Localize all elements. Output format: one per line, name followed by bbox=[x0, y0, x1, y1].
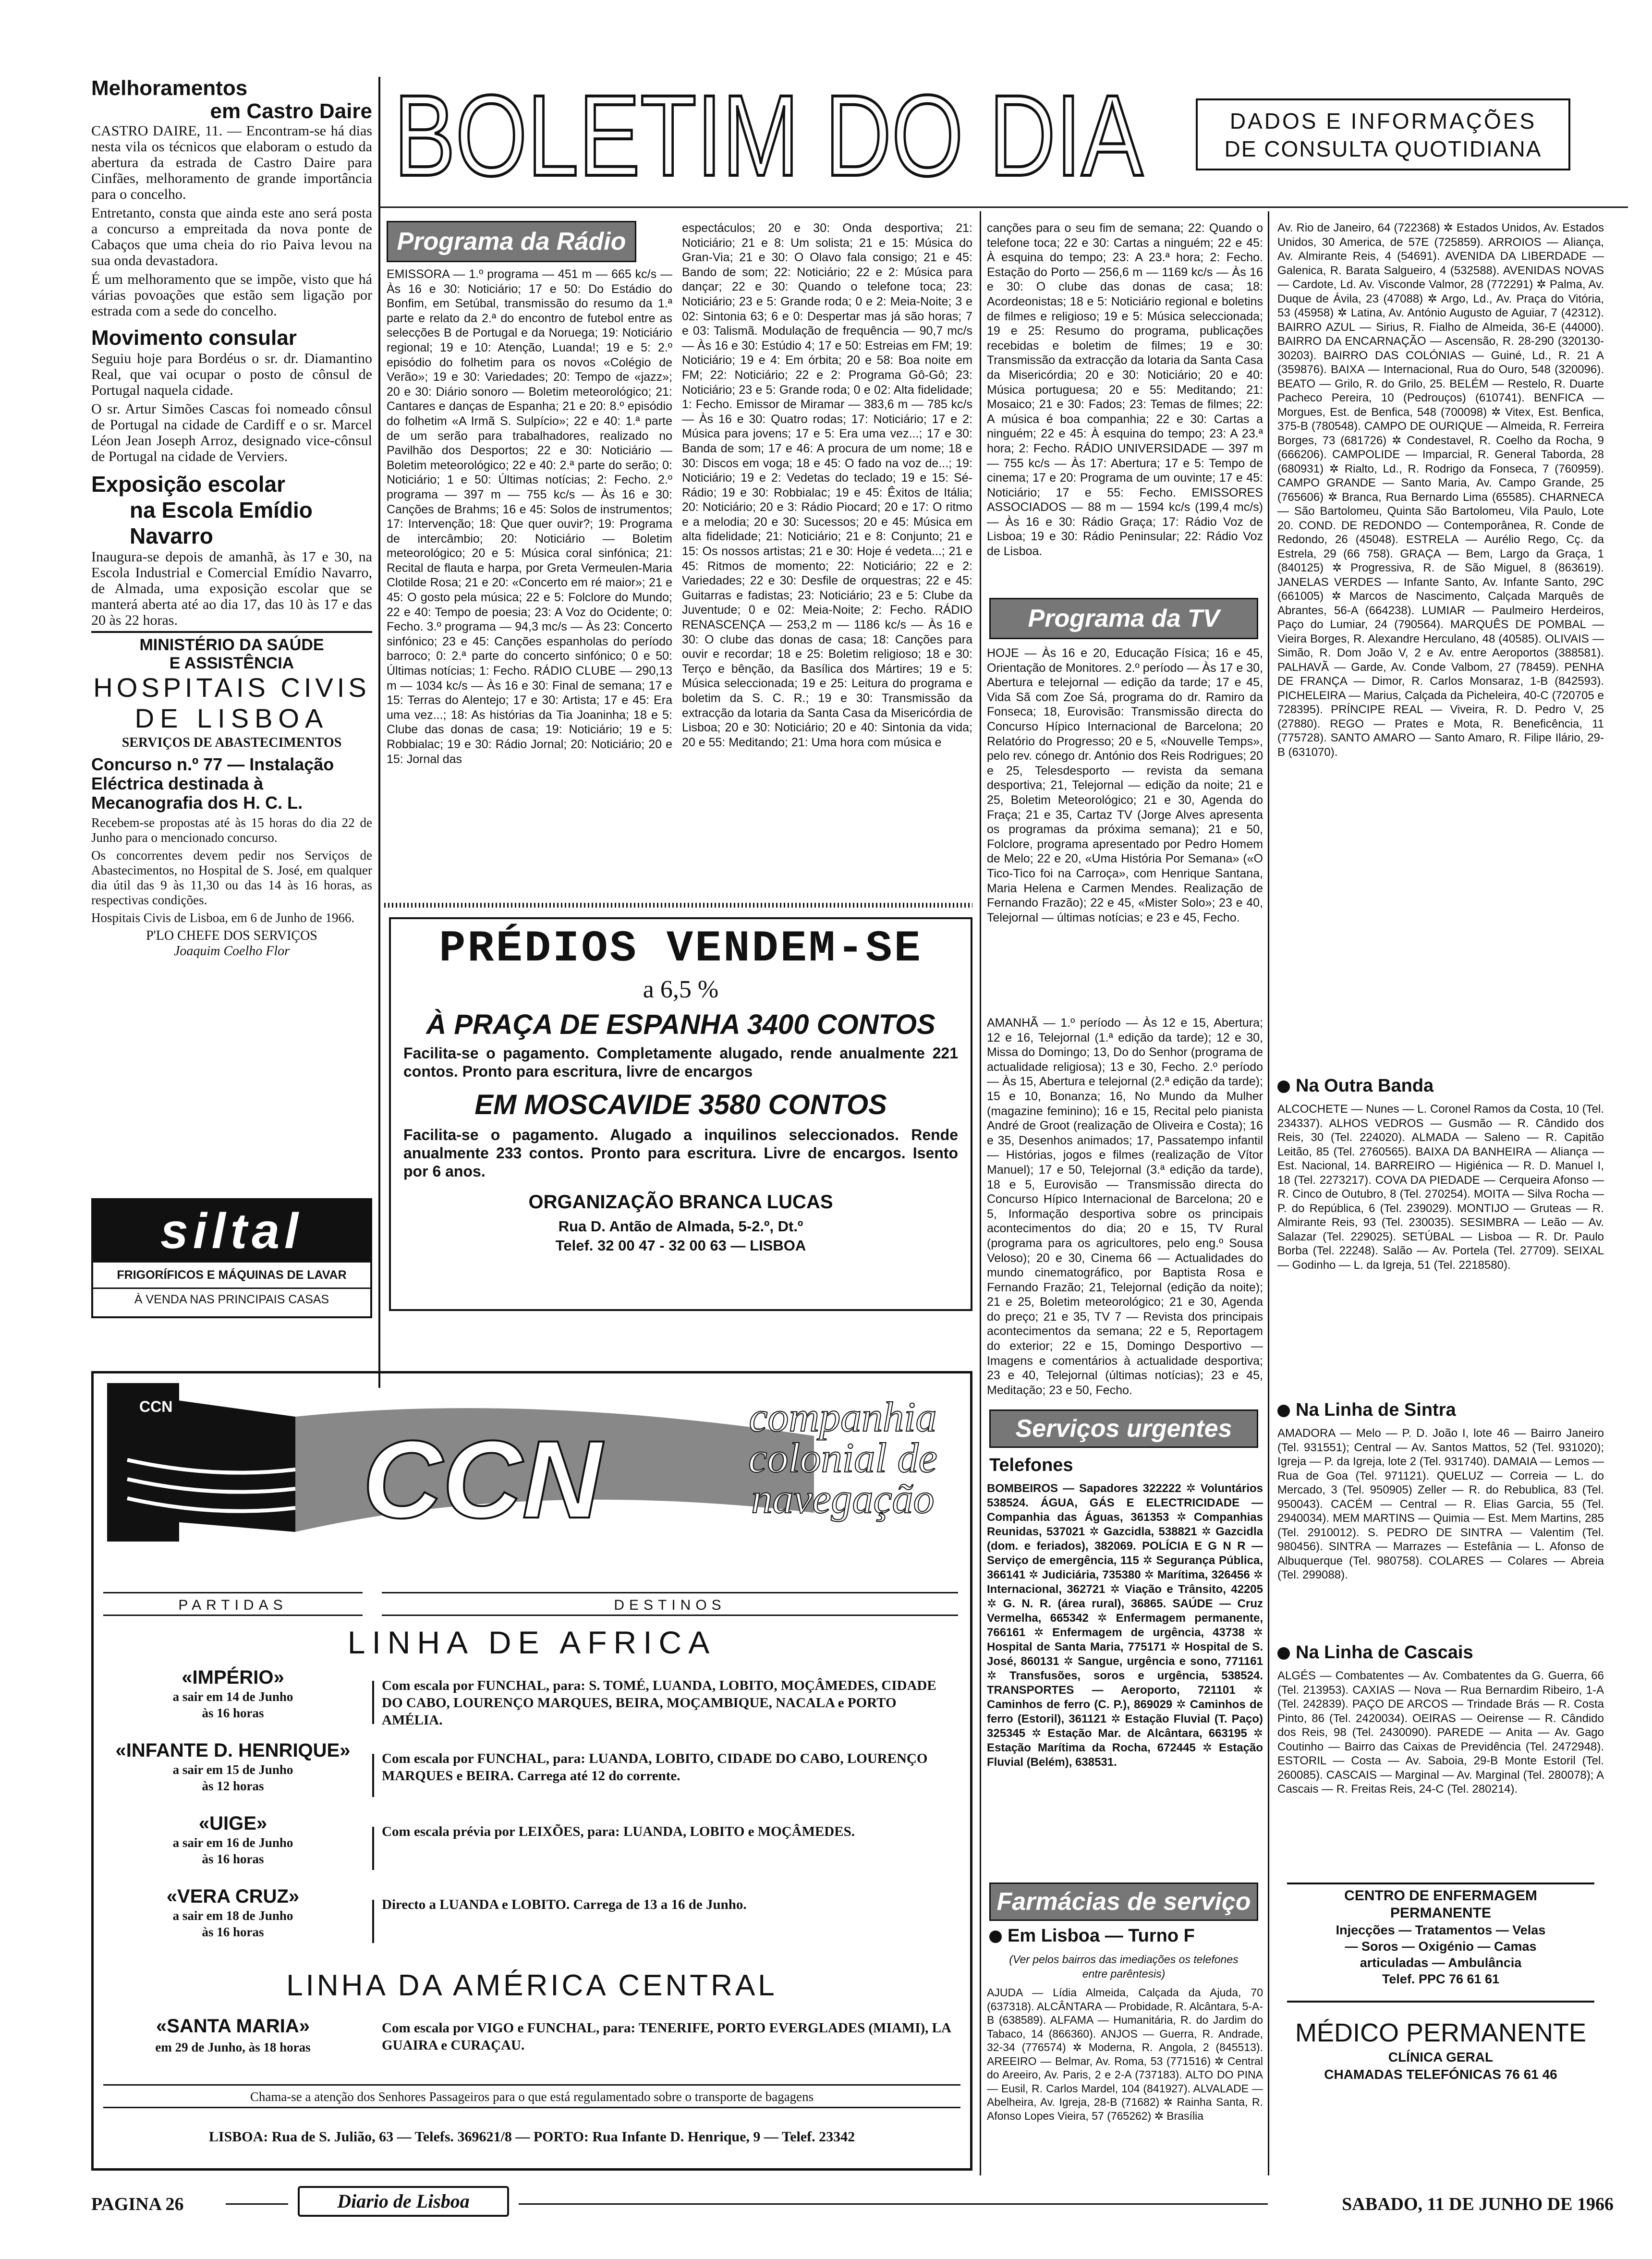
radio-banner: Programa da Rádio bbox=[387, 221, 636, 262]
pharmacies-list: Av. Rio de Janeiro, 64 (722368) ✲ Estados Unidos, Av. Estados Unidos, 30 America, de 57E (725859). ARROIOS — Aliança, Av. Almirante Reis, 4 (54691). AVENIDA DA LIBERDADE — Galenica, R. Barata Salgueiro, 4 (532588). AVENIDAS NOVAS — Cardote, Ld. Av. Visconde Valmor, 28 (772291) ✲ Palma, Av. Duque de Ávila, 23 (47088) ✲ Argo, Ld., Av. Praça do Vitória, 53 (45958) ✲ Latina, Av. António Augusto de Aguiar, 7 (42312). BAIRRO AZUL — Sirius, R. Fialho de Almeida, 36-E (44000). BAIRRO DA ENCARNAÇÃO — Ascensão, R. 28-290 (320130-30203). BAIRRO DAS COLÓNIAS — Guiné, Ld., R. 21 A (359876). BAIXA — Internacional, Rua do Ouro, 548 (320096). BEATO — Grilo, R. do Grilo, 25. BELÉM — Restelo, R. Duarte Pacheco Pereira, 10 (Pedrouços) (610741). BENFICA — Morgues, Est. de Benfica, 548 (700098) ✲ Vitex, Est. Benfica, 375-B (780548). CAMPO DE OURIQUE — Almeida, R. Ferreira Borges, 73 (681726) ✲ Condestavel, R. Coelho da Rocha, 9 (666206). CAMPOLIDE — Imparcial, R. General Taborda, 28 (680931) ✲ Rialto, Ld., R. Rodrigo da Fonseca, 7 (760959). CAMPO GRANDE — Santo Maria, Av. Campo Grande, 25 (765606) ✲ Branca, Rua Bernardo Lima (65585). CHARNECA — São Bartolomeu, Quinta São Bartolomeu, Vila Paulo, Lote 20. COND. DE REDONDO — Contemporânea, R. Conde de Redondo, 26 (45048). ESTRELA — Aurélio Rego, Cç. da Estrela, 29 (66 758). GRAÇA — Bem, Largo da Graça, 1 (840125) ✲ Progressiva, R. de São Miguel, 8 (863619). JANELAS VERDES — Infante Santo, Av. Infante Santo, 29C (661005) ✲ Marcos de Nascimento, Calçada Marquês de Abrantes, 56-A (664238). LUMIAR — Paulmeiro Herdeiros, Paço do Lumiar, 24 (790564). MARQUÊS DE POMBAL — Vieira Borges, R. Alexandre Herculano, 48 (40585). OLIVAIS — Simão, R. Dom João V, 2 e Av. entre Aeroportos (388581). PALHAVÃ — Garde, Av. Conde Valbom, 27 (78459). PENHA DE FRANÇA — Dimor, R. Carlos Monsaraz, 1-B (842593). PICHELEIRA — Marius, Calçada da Picheleira, 40-C (720705 e 728395). PRÍNCIPE REAL — Viveira, R. D. Pedro V, 25 (27880). REGO — Prates e Mota, R. Beneficência, 11 (775728). SANTO AMARO — Santo Amaro, R. Filipe Ilário, 29-B (631070). bbox=[1277, 221, 1604, 759]
article-paragraph: CASTRO DAIRE, 11. — Encontram-se há dias nesta vila os técnicos que elaboram o estudo da abertura da estrada de Castro Daire para Cinfães, melhoramento de grande importância para o concelho. bbox=[91, 123, 372, 202]
article-paragraph: Entretanto, consta que ainda este ano será posta a concurso a empreitada da nova ponte de Cabaços que uma cheia do rio Paiva levou na sua onda devastadora. bbox=[91, 205, 372, 268]
article-paragraph: Inaugura-se depois de amanhã, às 17 e 30, na Escola Industrial e Comercial Emídio Navarro, de Almada, uma exposição escolar que se manterá aberta até ao dia 17, das 10 às 17 e das 20 às 22 horas. bbox=[91, 549, 372, 628]
siltal-logo: siltal bbox=[93, 1200, 370, 1263]
cascais-heading-text: Na Linha de Cascais bbox=[1296, 1642, 1473, 1663]
bullet-icon bbox=[989, 1931, 1002, 1943]
ship-row bbox=[103, 2010, 960, 2072]
article-headline: em Castro Daire bbox=[210, 99, 372, 123]
ship-departure: a sair em 18 de Junho bbox=[172, 1908, 293, 1923]
pharmacies-subheading bbox=[989, 1926, 1258, 1950]
ship-departure: a sair em 16 de Junho bbox=[172, 1835, 293, 1850]
article-paragraph: O sr. Artur Simões Cascas foi nomeado cônsul de Portugal na cidade de Cardiff e o sr. Marcel Léon Jean Joseph Arroz, designado vice-cônsul de Portugal na cidade de Verviers. bbox=[91, 401, 372, 464]
predios-rate: a 6,5 % bbox=[643, 976, 719, 1003]
footer-rule bbox=[519, 2203, 1268, 2205]
newspaper-name: Diario de Lisboa bbox=[298, 2186, 509, 2217]
cascais-heading bbox=[1277, 1642, 1604, 1666]
column-rule bbox=[1268, 211, 1269, 2175]
ccn-logo-area bbox=[94, 1373, 970, 1590]
predios-org: ORGANIZAÇÃO BRANCA LUCAS bbox=[528, 1191, 833, 1213]
ship-bracket bbox=[372, 1827, 374, 1870]
ship-row bbox=[103, 1885, 960, 1957]
cascais-list: ALGÉS — Combatentes — Av. Combatentes da G. Guerra, 66 (Tel. 213953). CAXIAS — Nova — Rua Bernardim Ribeiro, 1-A (Tel. 242839). PAÇO DE ARCOS — Trindade Brás — R. Costa Pinto, 86 (Tel. 2420034). OEIRAS — Oeirense — R. Cândido dos Reis, 98 (Tel. 2430090). PAREDE — Anita — Av. Gago Coutinho — Bairro das Caixas de Previdência (Tel. 2472948). ESTORIL — Costa — Av. Saboia, 29-B Monte Estoril (Tel. 260085). CASCAIS — Marginal — Av. Marginal (Tel. 280078); A Cascais — R. Freitas Reis, 24-C (Tel. 280214). bbox=[1277, 1669, 1604, 1796]
ship-name: «UIGE» bbox=[198, 1813, 267, 1834]
linha-africa-title: LINHA DE AFRICA bbox=[347, 1625, 717, 1660]
doctor-title: MÉDICO PERMANENTE bbox=[1295, 2018, 1587, 2047]
ship-destinations: Com escala prévia por LEIXÕES, para: LUANDA, LOBITO e MOÇÂMEDES. bbox=[382, 1824, 855, 1839]
pharmacies-banner: Farmácias de serviço bbox=[989, 1882, 1258, 1921]
left-column bbox=[91, 77, 372, 1373]
predios-text: Facilita-se o pagamento. Completamente alugado, rende anualmente 221 contos. Pronto para escritura, livre de encargos bbox=[403, 1044, 958, 1080]
ship-departure: em 29 de Junho, às 18 horas bbox=[155, 2040, 311, 2054]
ccn-footer-address: LISBOA: Rua de S. Julião, 63 — Telefs. 369621/8 — PORTO: Rua Infante D. Henrique, 9 — Telef. 23342 bbox=[208, 2129, 855, 2145]
pharmacies-note: (Ver pelos bairros das imediações os telefones entre parêntesis) bbox=[1009, 1953, 1239, 1980]
signature-line: P'LO CHEFE DOS SERVIÇOS bbox=[146, 928, 317, 943]
predios-heading: À PRAÇA DE ESPANHA 3400 CONTOS bbox=[426, 1009, 935, 1040]
ship-bracket bbox=[372, 1681, 374, 1724]
article-paragraph: Seguiu hoje para Bordéus o sr. dr. Diamantino Real, que vai ocupar o posto de cônsul de Portugal naquela cidade. bbox=[91, 351, 372, 398]
doctor-box bbox=[1287, 2017, 1594, 2094]
ship-name: «VERA CRUZ» bbox=[166, 1886, 300, 1907]
siltal-line2: À VENDA NAS PRINCIPAIS CASAS bbox=[93, 1287, 370, 1310]
masthead-box-line2: DE CONSULTA QUOTIDIANA bbox=[1224, 136, 1542, 161]
column-rule bbox=[980, 211, 981, 2175]
siltal-ad bbox=[91, 1198, 372, 1318]
article-headline: Melhoramentos bbox=[91, 77, 248, 100]
ship-row bbox=[103, 1666, 960, 1738]
hospitals-title: DE LISBOA bbox=[134, 703, 329, 733]
tv-paragraph: AMANHÃ — 1.º período — Às 12 e 15, Abertura; 12 e 16, Telejornal (1.ª edição da tarde); 12 e 30, Missa do Domingo; 13, Do do Senhor (programa de actualidade religiosa); 13 e 30, Fecho. 2.º período — Às 15, Abertura e telejornal (2.ª edição da tarde); 15 e 10, Bonanza; 16, No Mundo da Mulher (magazine feminino); 16 e 15, Recital pelo pianista André de Groot (realização de Oliveira e Costa); 16 e 35, Desenhos animados; 17, Passatempo infantil — Histórias, jogos e filmes (realização de Vítor Manuel); 17 e 50, Telejornal (3.ª edição da tarde), 18 e 5, Eurovisão — Transmissão directa do Concurso Hípico Internacional de Barcelona; 20 e 5, Informação desportiva sobre os principais acontecimentos do dia; 20 e 15, TV Rural (programa para os agricultores, pelo eng.º Sousa Veloso); 20 e 30, Cinema 66 — Actualidades do mundo cinematográfico, por Baptista Rosa e Fernando Frazão; 21, Telejornal (edição da noite); 21 e 25, Boletim meteorológico; 21 e 30, Agenda do preço; 21 e 35, TV 7 — Revista dos principais acontecimentos da semana; 22 e 5, Reportagem do exterior; 22 e 15, Domingo Desportivo — Imagens e comentários à actualidade desportiva; 23 e 40, Telejornal (últimas notícias); 23 e 45, Meditação; 23 e 50, Fecho. bbox=[987, 1016, 1263, 1397]
services-line: SERVIÇOS DE ABASTECIMENTOS bbox=[121, 735, 342, 750]
radio-column: EMISSORA — 1.º programa — 451 m — 665 kc/s — Às 16 e 30: Noticiário; 17 e 50: Do Estádio do Bonfim, em Setúbal, transmissão do resumo da 1.ª parte e relato da 2.ª do encontro de futebol entre as selecções B de Portugal e da Noruega; 19: Noticiário regional; 19 e 10: Atenção, Luanda!; 19 e 5: 2.º episódio do folhetim para os novos «Colégio de Verão»; 19 e 30: Variedades; 20: Tempo de «jazz»; 20 e 30: Diário sonoro — Boletim meteorológico; 21: Cantares e danças de Espanha; 21 e 20: 8.º episódio do folhetim «A Irmã S. Sulpício»; 22 e 40: 1.ª parte de um serão para trabalhadores, realizado no Pavilhão dos Desportos; 22 e 30: Noticiário — Boletim meteorológico; 22 e 40: 2.ª parte do serão; 0: Noticiário; 1 e 50: Últimas notícias; 2: Fecho. 2.º programa — 397 m — 755 kc/s — Às 16 e 30: Canções de Brahms; 16 e 45: Solos de instrumentos; 17: Intervenção; 18: Que quer ouvir?; 19: Programa de intercâmbio; 20: Noticiário — Boletim meteorológico; 20 e 5: Música coral sinfónica; 21: Recital de flauta e harpa, por Greta Vermeulen-Maria Clotilde Rosa; 21 e 20: «Concerto em ré maior»; 21 e 45: O gosto pela música; 22 e 5: Folclore do Mundo; 22 e 40: Tempo de poesia; 23: A Voz do Ocidente; 0: Fecho. 3.º programa — 94,3 mc/s — Às 23: Concerto sinfónico; 23 e 45: Canções espanholas do período barroco; 0: 2.ª parte do concerto sinfónico; 0 e 50: Últimas notícias; 1: Fecho. RÁDIO CLUBE — 290,13 m — 1034 kc/s — Às 16 e 30: Final de semana; 17 e 15: Terras do Alentejo; 17 e 30: Artista; 17 e 45: Era uma vez...; 18: As histórias da Tia Joaninha; 18 e 5: Clube das donas de casa; 19: Noticiário; 19 e 5: Robbialac; 19 e 30: Rádio Jornal; 20: Noticiário; 20 e 15: Jornal das bbox=[387, 267, 672, 766]
predios-heading: EM MOSCAVIDE 3580 CONTOS bbox=[474, 1089, 887, 1120]
ship-destinations: Directo a LUANDA e LOBITO. Carrega de 13 a 16 de Junho. bbox=[382, 1897, 747, 1912]
article-headline: na Escola Emídio bbox=[130, 498, 313, 522]
ship-bracket bbox=[372, 1900, 374, 1943]
article-paragraph: Recebem-se propostas até às 15 horas do dia 22 de Junho para o mencionado concurso. bbox=[91, 815, 372, 845]
bullet-icon bbox=[1277, 1081, 1290, 1093]
sintra-list: AMADORA — Melo — P. D. João I, lote 46 — Bairro Janeiro (Tel. 931551); Central — Av. Santos Mattos, 52 (Tel. 931020); Igreja — P. da Igreja, lote 2 (Tel. 931740). DAMAIA — Lemos — Rua de Goa (Tel. 971121). QUELUZ — Correia — L. do Mercado, 3 (Tel. 950905) Zeller — R. do Rebublica, 83 (Tel. 950043). CACÉM — Central — R. Elias Garcia, 55 (Tel. 2940034). MEM MARTINS — Quimia — Est. Mem Martins, 285 (Tel. 2910012). S. PEDRO DE SINTRA — Valentim (Tel. 980456). SINTRA — Marrazes — Estefânia — L. Afonso de Albuquerque (Tel. 980758). COLARES — Colares — Abreia (Tel. 299088). bbox=[1277, 1427, 1604, 1581]
ship-destinations: Com escala por FUNCHAL, para: S. TOMÉ, LUANDA, LOBITO, MOÇÂMEDES, CIDADE DO CABO, LOURENÇO MARQUES, BEIRA, MOÇAMBIQUE, NACALA e PORTO AMÉLIA. bbox=[382, 1678, 936, 1728]
ccn-destinos-header: DESTINOS bbox=[382, 1592, 958, 1616]
ministry-line: MINISTÉRIO DA SAÚDE bbox=[139, 636, 324, 654]
masthead-title-text: BOLETIM DO DIA bbox=[394, 79, 1143, 190]
ship-departure-time: às 16 horas bbox=[202, 1852, 264, 1866]
pharmacies-subheading-text: Em Lisboa — Turno F bbox=[1008, 1926, 1195, 1946]
outra-banda-heading-text: Na Outra Banda bbox=[1296, 1076, 1434, 1096]
ship-departure-time: às 16 horas bbox=[202, 1706, 264, 1720]
tender-title: Concurso n.º 77 — Instalação Eléctrica destinada à Mecanografia dos H. C. L. bbox=[91, 754, 334, 813]
masthead-title bbox=[384, 79, 1153, 190]
nursing-line: Injecções — Tratamentos — Velas bbox=[1336, 1923, 1546, 1937]
article-paragraph: Os concorrentes devem pedir nos Serviços de Abastecimentos, no Hospital de S. José, em qualquer dia útil das 9 às 11,30 ou das 14 às 16 horas, as respectivas condições. bbox=[91, 848, 372, 907]
masthead-rule bbox=[379, 206, 1628, 208]
siltal-line1: FRIGORÍFICOS E MÁQUINAS DE LAVAR bbox=[117, 1268, 347, 1282]
ship-departure: a sair em 14 de Junho bbox=[172, 1689, 293, 1704]
issue-date: SABADO, 11 DE JUNHO DE 1966 bbox=[1342, 2194, 1614, 2214]
nursing-box bbox=[1287, 1882, 1594, 2003]
radio-column: canções para o seu fim de semana; 22: Quando o telefone toca; 22 e 30: Cartas a ninguém; 22 e 45: À esquina do tempo; 23: A 23.ª hora; 2: Fecho. Estação do Porto — 256,6 m — 1169 kc/s — Às 16 e 30: O clube das donas de casa; 18: Acordeonistas; 18 e 5: Noticiário regional e boletins de filmes e religioso; 19 e 5: Música seleccionada; 19 e 25: Resumo do programa, publicações recebidas e boletim de filmes; 19 e 30: Transmissão da extracção da lotaria da Santa Casa da Misericórdia; 20 e 30: Noticiário; 20 e 40: Música portuguesa; 20 e 55: Meditando; 21: Mosaico; 21 e 30: Fados; 23: Temas de filmes; 22: A música é boa companhia; 22 e 30: Cartas a ninguém; 22 e 45: À esquina do tempo; 23: A 23.ª hora; 2: Fecho. RÁDIO UNIVERSIDADE — 397 m — 755 kc/s — Às 17: Abertura; 17 e 5: Tempo de cinema; 17 e 20: Programa de um ouvinte; 17 e 45: Noticiário; 17 e 55: Fecho. EMISSORES ASSOCIADOS — 88 m — 1594 kc/s (199,4 mc/s) — Às 16 e 30: Rádio Graça; 17: Rádio Voz de Lisboa; 19 e 30: Rádio Peninsular; 22: Rádio Voz de Lisboa. bbox=[987, 221, 1263, 559]
nursing-line: CENTRO DE ENFERMAGEM bbox=[1344, 1888, 1537, 1904]
article-headline: Exposição escolar bbox=[91, 472, 285, 497]
nursing-line: Telef. PPC 76 61 61 bbox=[1382, 1972, 1500, 1986]
signature-name: Joaquim Coelho Flor bbox=[173, 944, 290, 959]
ship-departure: a sair em 15 de Junho bbox=[172, 1762, 293, 1777]
ship-row bbox=[103, 1812, 960, 1884]
ccn-name-line: companhia bbox=[749, 1394, 937, 1441]
ship-row bbox=[103, 1739, 960, 1811]
ship-name: «INFANTE D. HENRIQUE» bbox=[115, 1740, 351, 1761]
bullet-icon bbox=[1277, 1405, 1290, 1417]
ship-list bbox=[103, 1666, 960, 1959]
tv-paragraph: HOJE — Às 16 e 20, Educação Física; 16 e 45, Orientação de Monitores. 2.º período — Às 17 e 30, Abertura e telejornal — edição da tarde; 17 e 45, Vida Sã com Zoe Sá, programa do dr. Ramiro da Fonseca; 18, Eurovisão: Transmissão directa do Concurso Hípico Internacional de Barcelona; 20 Relatório do Progresso; 20 e 5, «Nouvelle Temps», pelo rev. cónego dr. António dos Reis Rodrigues; 20 e 25, Telesdesporto — revista da semana desportiva; 21, Telejornal — edição da noite; 21 e 25, Boletim Meteorológico; 21 e 30, Agenda do Fraça; 21 e 35, Cartaz TV (Jorge Alves apresenta os programas da próxima semana); 21 e 50, Folclore, programa apresentado por Pedro Homem de Melo; 22 e 20, «Uma História Por Semana» («O Tico-Tico foi na Carroça», com Henrique Santana, Maria Helena e Carmen Mendes. Realização de Fernando Frazão); 22 e 45, «Mister Solo»; 23 e 40, Telejornal — últimas notícias; e 23 e 45, Fecho. bbox=[987, 646, 1263, 924]
ship-destinations: Com escala por FUNCHAL, para: LUANDA, LOBITO, CIDADE DO CABO, LOURENÇO MARQUES e BEIRA. Carrega até 12 do corrente. bbox=[382, 1751, 928, 1784]
sintra-heading-text: Na Linha de Sintra bbox=[1296, 1400, 1456, 1420]
nursing-line: — Soros — Oxigénio — Camas bbox=[1345, 1939, 1537, 1954]
masthead-box-line1: DADOS E INFORMAÇÕES bbox=[1229, 109, 1537, 134]
article-headline: Movimento consular bbox=[91, 326, 297, 350]
linha-america-title: LINHA DA AMÉRICA CENTRAL bbox=[286, 1969, 777, 2002]
ccn-name-line: navegação bbox=[751, 1476, 935, 1522]
ccn-flag-text: CCN bbox=[139, 1398, 173, 1415]
nursing-line: articuladas — Ambulância bbox=[1360, 1955, 1522, 1970]
ccn-partidas-header: PARTIDAS bbox=[103, 1592, 363, 1616]
bullet-icon bbox=[1277, 1647, 1290, 1660]
ship-departure-time: às 16 horas bbox=[202, 1925, 264, 1939]
doctor-line: CLÍNICA GERAL bbox=[1388, 2050, 1494, 2065]
article-paragraph: Hospitais Civis de Lisboa, em 6 de Junho de 1966. bbox=[91, 911, 355, 925]
page-number: PAGINA 26 bbox=[91, 2194, 184, 2214]
ship-departure-time: às 12 horas bbox=[202, 1779, 264, 1793]
footer-rule bbox=[226, 2203, 288, 2205]
article-paragraph: É um melhoramento que se impõe, visto que há várias povoações que estão sem ligação por estrada com a sede do concelho. bbox=[91, 271, 372, 319]
article-headline: Navarro bbox=[130, 523, 213, 548]
column-rule bbox=[378, 77, 380, 1388]
ministry-line: E ASSISTÊNCIA bbox=[169, 654, 294, 672]
ccn-logo-text: CCN bbox=[363, 1418, 602, 1541]
ccn-logo-svg bbox=[94, 1373, 970, 1590]
ccn-baggage-note: Chama-se a atenção dos Senhores Passageiros para o que está regulamentado sobre o transporte de bagagens bbox=[103, 2084, 960, 2108]
ad-divider bbox=[384, 903, 972, 908]
masthead-title-svg bbox=[384, 79, 1153, 190]
ship-name: «IMPÉRIO» bbox=[182, 1667, 284, 1688]
predios-telephone: Telef. 32 00 47 - 32 00 63 — LISBOA bbox=[555, 1237, 806, 1254]
hospitals-title: HOSPITAIS CIVIS bbox=[93, 672, 370, 703]
pharmacies-list: AJUDA — Lídia Almeida, Calçada da Ajuda, 70 (637318). ALCÂNTARA — Probidade, R. Alcântara, 5-A-B (638589). ALFAMA — Humanitária, R. do Jardim do Tabaco, 14 (866360). ANJOS — Guerra, R. Andrade, 32-34 (776574) ✲ Moderna, R. Angola, 2 (845513). AREEIRO — Belmar, Av. Roma, 53 (771516) ✲ Central do Areeiro, Av. Paris, 2 e 2-A (737183). ALTO DO PINA — Eusil, R. Carlos Mardel, 104 (841927). ALVALADE — Abelheira, Av. Igreja, 28-B (71682) ✲ Rainha Santa, R. Afonso Lopes Vieira, 57 (765262) ✲ Brasília bbox=[987, 1986, 1263, 2122]
outra-banda-list: ALCOCHETE — Nunes — L. Coronel Ramos da Costa, 10 (Tel. 234337). ALHOS VEDROS — Gusmão — R. Cândido dos Reis, 30 (Tel. 224020). ALMADA — Saleno — R. Capitão Leitão, 85 (Tel. 2760565). BAIXA DA BANHEIRA — Aliança — Est. Nacional, 14. BARREIRO — Higiénica — R. D. Manuel I, 18 (Tel. 2273217). COVA DA PIEDADE — Cerqueira Afonso — R. Cinco de Outubro, 8 (Tel. 270254). MOITA — Silva Rocha — P. do República, 6 (Tel. 239029). MONTIJO — Gruteas — R. Almirante Reis, 93 (Tel. 230035). SESIMBRA — Leão — Av. Salazar (Tel. 229025). SETÚBAL — Lisboa — R. Dr. Paulo Borba (Tel. 22248). Salão — Av. Portela (Tel. 27709). SEIXAL — Godinho — L. da Igreja, 51 (Tel. 2218580). bbox=[1277, 1103, 1604, 1272]
doctor-line: CHAMADAS TELEFÓNICAS 76 61 46 bbox=[1324, 2067, 1557, 2082]
predios-title: PRÉDIOS VENDEM-SE bbox=[439, 923, 923, 974]
ship-bracket bbox=[372, 1754, 374, 1797]
nursing-line: PERMANENTE bbox=[1390, 1905, 1491, 1921]
radio-column: espectáculos; 20 e 30: Onda desportiva; 21: Noticiário; 21 e 8: Um solista; 21 e 15: Música do Gran-Via; 21 e 30: O Olavo fala consigo; 21 e 45: Bando de som; 22: Noticiário; 22 e 2: Música para dançar; 22 e 30: Quando o telefone toca; 23: Noticiário; 23 e 5: Grande roda; 0 e 2: Meia-Noite; 3 e 02: Sintonia 63; 6 e 0: Despertar mas já são horas; 7 e 03: Talismã. Modulação de frequência — 90,7 mc/s — Às 16 e 30: Estúdio 4; 17 e 50: Estreias em FM; 19: Noticiário; 19 e 4: Em órbita; 20 e 58: Boa noite em FM; 22: Noticiário; 22 e 2: Programa Gô-Gô; 23: Noticiário; 23 e 5: Grande roda; 0 e 02: Alta fidelidade; 1: Fecho. Emissor de Miramar — 383,6 m — 785 kc/s — Às 16 e 30: Quatro rodas; 17: Noticiário; 17 e 2: Música para jovens; 17 e 5: Era uma vez...; 17 e 30: Banda de som; 17 e 46: A procura de um nome; 18 e 30: Discos em voga; 18 e 45: O fado na voz de...; 19: Noticiário; 19 e 2: Vedetas do teclado; 19 e 15: Sé-Rádio; 19 e 30: Robbialac; 19 e 45: Êxitos de Itália; 20: Noticiário; 20 e 3: Rádio Piocard; 20 e 17: O ritmo e a melodia; 20 e 30: Sucessos; 20 e 45: Música em alta fidelidade; 21: Noticiário; 21 e 8: Conjunto; 21 e 15: Os nossos artistas; 21 e 30: Hoje é vedeta...; 21 e 45: Ritmos de momento; 22: Noticiário; 22 e 2: Variedades; 22 e 30: Desfile de orquestras; 22 e 45: Guitarras e fadistas; 23: Noticiário; 23 e 5: Clube da Juventude; 0 e 02: Meia-Noite; 2: Fecho. RÁDIO RENASCENÇA — 253,2 m — 1186 kc/s — Às 16 e 30: O clube das donas de casa; 18: Canções para ouvir e recordar; 18 e 25: Boletim religioso; 18 e 30: Terço e bênção, da Basílica dos Mártires; 19 e 5: Música seleccionada; 19 e 25: Leitura do programa e boletim da S. C. R.; 19 e 30: Transmissão da extracção da lotaria da Santa Casa da Misericórdia de Lisboa; 20 e 30: Noticiário; 20 e 40: Sintonia da vida; 20 e 55: Meditando; 21: Uma hora com música e bbox=[682, 221, 972, 749]
telephones-heading: Telefones bbox=[989, 1455, 1073, 1475]
predios-ad bbox=[389, 917, 972, 1311]
services-list: BOMBEIROS — Sapadores 322222 ✲ Voluntários 538524. ÁGUA, GÁS E ELECTRICIDADE — Companhia das Águas, 361353 ✲ Companhias Reunidas, 537021 ✲ Gazcidla, 538821 ✲ Gazcidla (dom. e feriados), 382069. POLÍCIA E G N R — Serviço de emergência, 115 ✲ Segurança Pública, 366141 ✲ Judiciária, 735380 ✲ Marítima, 326456 ✲ Internacional, 362721 ✲ Viação e Trânsito, 42205 ✲ G. N. R. (área rural), 36865. SAÚDE — Cruz Vermelha, 665342 ✲ Enfermagem permanente, 766161 ✲ Enfermagem de urgência, 43738 ✲ Hospital de Santa Maria, 775171 ✲ Hospital de S. José, 860131 ✲ Sangue, urgência e sono, 771161 ✲ Transfusões, soros e urgência, 538524. TRANSPORTES — Aeroporto, 721101 ✲ Caminhos de ferro (C. P.), 869029 ✲ Caminhos de ferro (Estoril), 361121 ✲ Estação Fluvial (T. Paço) 325345 ✲ Estação Mar. de Alcântara, 663195 ✲ Estação Marítima da Rocha, 672445 ✲ Estação Fluvial (Belém), 638531. bbox=[987, 1482, 1263, 1769]
ship-name: «SANTA MARIA» bbox=[156, 2016, 310, 2037]
section-divider bbox=[91, 631, 372, 633]
ship-destinations: Com escala por VIGO e FUNCHAL, para: TENERIFE, PORTO EVERGLADES (MIAMI), LA GUAIRA e CURAÇAU. bbox=[382, 2020, 951, 2053]
predios-text: Facilita-se o pagamento. Alugado a inquilinos seleccionados. Rende anualmente 233 contos. Pronto para escritura. Livre de encargos. Isento por 6 anos. bbox=[403, 1126, 958, 1180]
ccn-name-line: colonial de bbox=[748, 1435, 937, 1482]
masthead-info-box bbox=[1196, 98, 1570, 170]
predios-address: Rua D. Antão de Almada, 5-2.º, Dt.º bbox=[558, 1218, 803, 1235]
sintra-heading bbox=[1277, 1400, 1604, 1424]
services-banner: Serviços urgentes bbox=[989, 1409, 1258, 1448]
tv-banner: Programa da TV bbox=[989, 598, 1258, 639]
outra-banda-heading bbox=[1277, 1076, 1604, 1100]
ccn-ad bbox=[91, 1371, 972, 2171]
